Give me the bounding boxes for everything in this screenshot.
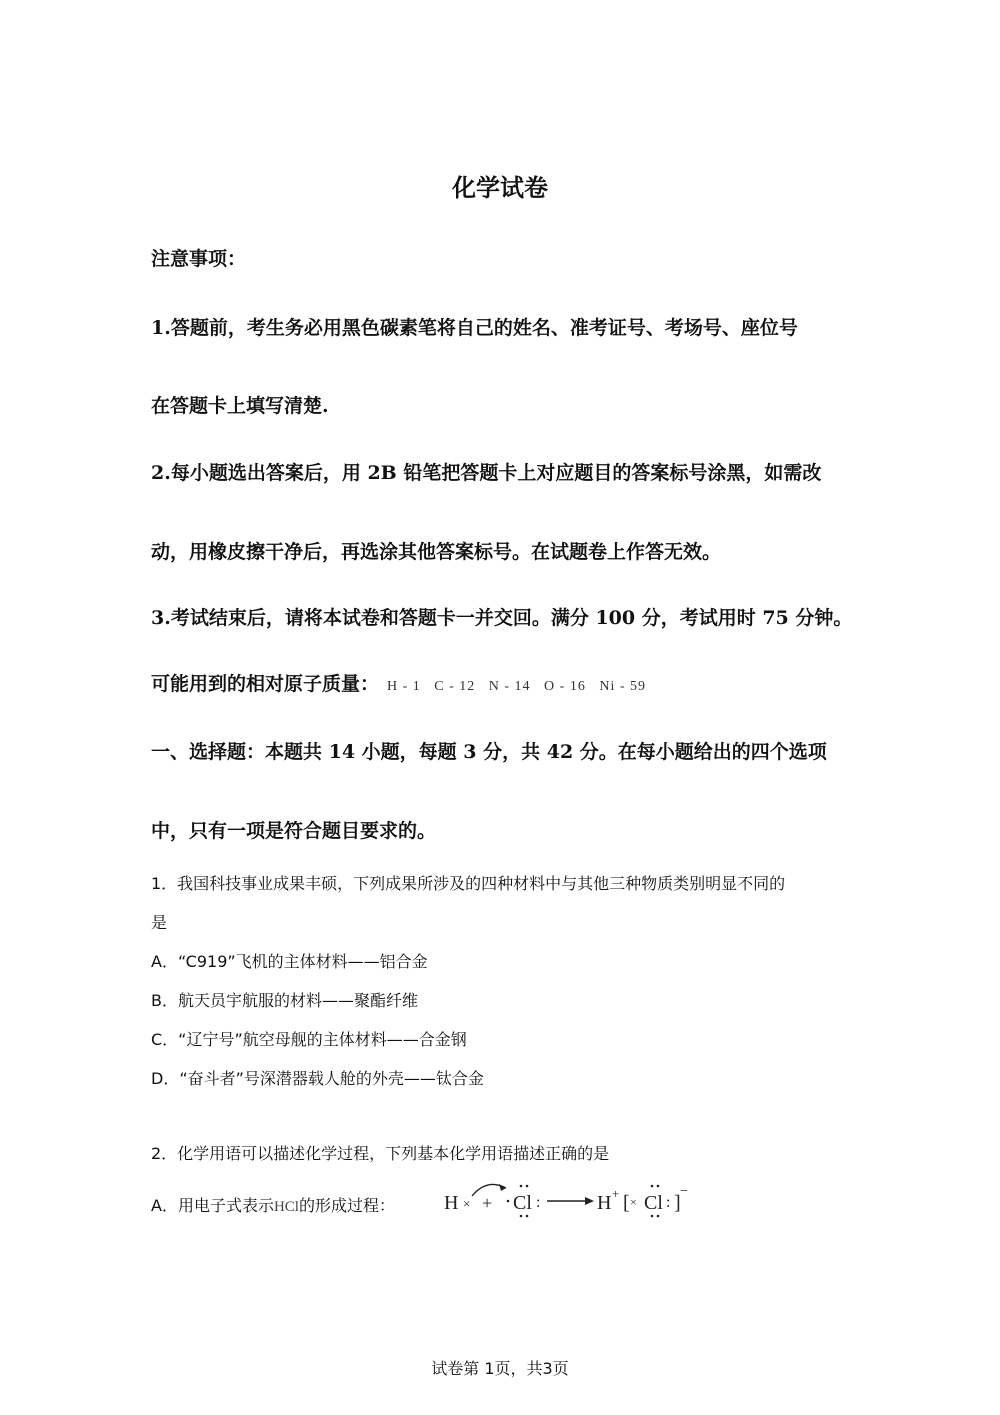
notice-item-2-line-2: 动，用橡皮擦干净后，再选涂其他答案标号。在试题卷上作答无效。: [151, 541, 722, 563]
cl-electron: [657, 1215, 660, 1218]
electron-transfer-arrow-head: [499, 1184, 506, 1191]
eq-plus: +: [482, 1193, 493, 1213]
question-1-option-c: C．“辽宁号”航空母舰的主体材料——合金钢: [151, 1030, 467, 1049]
electron-dot-equation: [442, 1180, 702, 1224]
question-2-option-a-prefix: A．用电子式表示: [151, 1196, 274, 1215]
question-1-option-b: B．航天员宇航服的材料——聚酯纤维: [151, 991, 418, 1010]
question-1-stem-line-1: 1．我国科技事业成果丰硕，下列成果所涉及的四种材料中与其他三种物质类别明显不同的: [151, 874, 786, 893]
eq-cl-right: Cl: [644, 1192, 663, 1214]
question-2-option-a: [151, 1193, 395, 1216]
question-2-stem: 2．化学用语可以描述化学过程，下列基本化学用语描述正确的是: [151, 1144, 610, 1163]
eq-h: H: [444, 1192, 459, 1214]
eq-h-electron: ×: [463, 1196, 471, 1211]
eq-cl-left-colon: :: [536, 1194, 541, 1211]
eq-cl-right-colon: :: [666, 1194, 671, 1211]
question-1-stem-line-2: 是: [151, 913, 168, 932]
notice-heading: 注意事项：: [151, 248, 247, 270]
eq-transferred-electron: ×: [630, 1195, 637, 1209]
cl-electron: [651, 1215, 654, 1218]
notice-item-1-line-2: 在答题卡上填写清楚.: [151, 395, 329, 417]
cl-electron: [520, 1215, 523, 1218]
eq-right-bracket: ]: [674, 1192, 681, 1214]
question-1-option-d: D．“奋斗者”号深潜器载人舱的外壳——钛合金: [151, 1069, 484, 1088]
reaction-arrow-head: [585, 1197, 594, 1205]
eq-cl-charge: −: [680, 1184, 688, 1199]
atomic-mass-values: H - 1 C - 12 N - 14 O - 16 Ni - 59: [387, 679, 646, 694]
section-1-line-1: 一、选择题：本题共 14 小题，每题 3 分，共 42 分。在每小题给出的四个选项: [151, 741, 827, 763]
cl-electron: [520, 1185, 523, 1188]
question-1-option-a: A．“C919”飞机的主体材料——铝合金: [151, 952, 428, 971]
hcl-formula: HCl: [273, 1199, 299, 1215]
question-2-option-a-suffix: 的形成过程：: [298, 1196, 395, 1215]
page-title: 化学试卷: [452, 173, 548, 202]
eq-left-bracket: [: [623, 1192, 630, 1214]
cl-electron: [651, 1185, 654, 1188]
eq-h-plus-charge: +: [612, 1186, 620, 1201]
eq-h-plus: H: [597, 1192, 612, 1214]
page-footer: 试卷第 1页，共3页: [431, 1359, 569, 1378]
cl-electron: [507, 1200, 510, 1203]
notice-item-1-line-1: 1.答题前，考生务必用黑色碳素笔将自己的姓名、准考证号、考场号、座位号: [151, 317, 798, 339]
atomic-mass-label: 可能用到的相对原子质量：: [151, 673, 380, 695]
cl-electron: [657, 1185, 660, 1188]
cl-electron: [526, 1215, 529, 1218]
cl-electron: [526, 1185, 529, 1188]
atomic-mass-line: [151, 669, 646, 696]
notice-item-2-line-1: 2.每小题选出答案后，用 2B 铅笔把答题卡上对应题目的答案标号涂黑，如需改: [151, 462, 822, 484]
eq-cl-left: Cl: [513, 1192, 532, 1214]
notice-item-3: 3.考试结束后，请将本试卷和答题卡一并交回。满分 100 分，考试用时 75 分钟。: [151, 607, 853, 629]
section-1-line-2: 中，只有一项是符合题目要求的。: [151, 820, 437, 842]
